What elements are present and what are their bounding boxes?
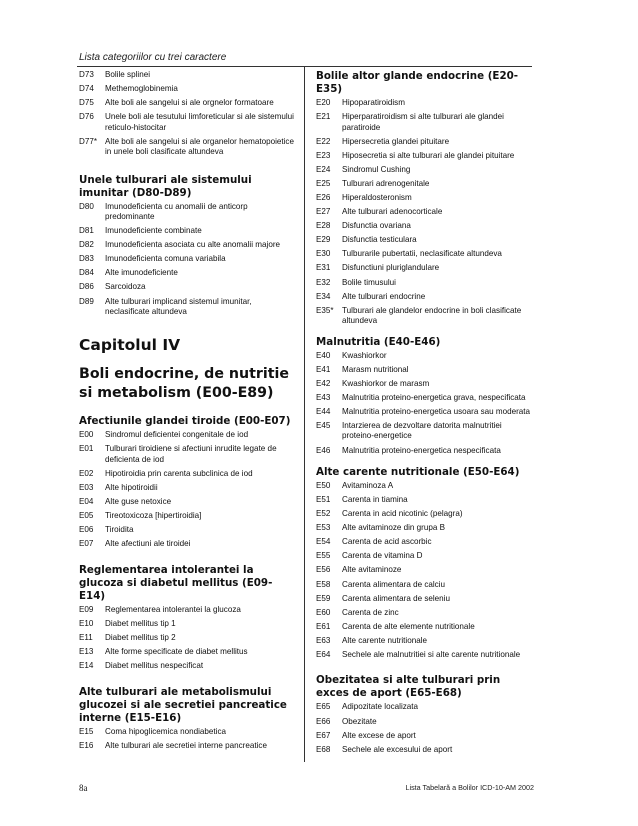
category-code: E22 bbox=[316, 136, 331, 146]
category-description: Diabet mellitus tip 2 bbox=[105, 633, 176, 643]
category-description: Sindromul deficientei congenitale de iod bbox=[105, 430, 249, 440]
category-code: E27 bbox=[316, 207, 331, 217]
category-entry bbox=[316, 365, 534, 375]
category-description: Alte tulburari adenocorticale bbox=[342, 207, 443, 217]
category-description: Hiposecretia si alte tulburari ale glandei pituitare bbox=[342, 150, 515, 160]
category-entry bbox=[316, 112, 534, 133]
category-code: E55 bbox=[316, 551, 331, 561]
category-entry bbox=[316, 608, 534, 618]
category-description: Reglementarea intolerantei la glucoza bbox=[105, 604, 241, 614]
category-entry bbox=[79, 84, 294, 94]
category-code: E10 bbox=[79, 618, 94, 628]
category-code: E50 bbox=[316, 480, 331, 490]
category-entry bbox=[316, 263, 534, 273]
category-description: Alte guse netoxice bbox=[105, 497, 172, 507]
category-code: D77* bbox=[79, 136, 97, 146]
category-code: E67 bbox=[316, 730, 331, 740]
category-entry bbox=[316, 379, 534, 389]
category-entry bbox=[79, 539, 294, 549]
category-description: Hipoparatiroidism bbox=[342, 98, 405, 107]
section-title: Alte tulburari ale metabolismului glucozei si ale secretiei pancreatice interne (E15-E16) bbox=[79, 685, 287, 724]
category-code: E05 bbox=[79, 511, 94, 521]
category-code: E04 bbox=[79, 497, 94, 507]
entry-list bbox=[316, 702, 534, 755]
category-entry bbox=[79, 430, 294, 440]
category-code: E51 bbox=[316, 495, 331, 504]
footer-title: Lista Tabelară a Bolilor ICD-10-AM 2002 bbox=[405, 783, 534, 792]
category-description: Disfunctiuni pluriglandulare bbox=[342, 263, 440, 273]
category-code: E21 bbox=[316, 112, 331, 122]
category-description: Sechele ale malnutritiei si alte carente nutritionale bbox=[342, 650, 521, 660]
category-code: E25 bbox=[316, 178, 331, 188]
category-description: Carenta de alte elemente nutritionale bbox=[342, 621, 475, 631]
category-entry bbox=[316, 292, 534, 302]
category-code: E54 bbox=[316, 537, 331, 547]
column-divider bbox=[304, 67, 305, 762]
category-entry bbox=[316, 165, 534, 175]
category-code: E23 bbox=[316, 150, 331, 160]
category-entry bbox=[316, 650, 534, 660]
category-entry bbox=[316, 235, 534, 245]
category-code: E44 bbox=[316, 406, 331, 416]
category-entry bbox=[79, 112, 294, 133]
category-code: D82 bbox=[79, 240, 94, 250]
category-entry bbox=[316, 551, 534, 561]
category-code: E64 bbox=[316, 650, 331, 660]
category-description: Alte carente nutritionale bbox=[342, 635, 428, 645]
category-entry bbox=[79, 647, 294, 657]
category-entry bbox=[316, 249, 534, 259]
category-description: Unele boli ale tesutului limforeticular si ale sistemului reticulo-histocitar bbox=[105, 112, 294, 132]
category-description: Alte boli ale sangelui si ale organelor hematopoietice in unele boli clasificate altundeva bbox=[105, 136, 294, 157]
entry-list bbox=[316, 98, 534, 327]
category-code: E13 bbox=[79, 647, 94, 657]
category-entry bbox=[316, 580, 534, 590]
category-entry bbox=[316, 207, 534, 217]
category-description: Disfunctia testiculara bbox=[342, 235, 417, 245]
category-entry bbox=[79, 282, 294, 292]
left-column bbox=[79, 70, 294, 755]
category-entry bbox=[79, 202, 294, 223]
category-code: D76 bbox=[79, 112, 94, 122]
category-entry bbox=[316, 306, 534, 327]
category-code: E46 bbox=[316, 445, 331, 455]
category-description: Malnutritia proteino-energetica grava, nespecificata bbox=[342, 392, 526, 402]
category-code: E31 bbox=[316, 263, 331, 273]
category-entry bbox=[316, 745, 534, 755]
section-title: Bolile altor glande endocrine (E20-E35) bbox=[316, 70, 519, 95]
category-code: E15 bbox=[79, 726, 94, 736]
category-description: Diabet mellitus nespecificat bbox=[105, 661, 204, 671]
category-description: Malnutritia proteino-energetica nespecificata bbox=[342, 445, 501, 455]
chapter-number: Capitolul IV bbox=[79, 336, 181, 355]
category-code: E01 bbox=[79, 444, 94, 454]
category-description: Alte tulburari implicand sistemul imunitar, neclasificate altundeva bbox=[105, 296, 252, 316]
category-description: Hipersecretia glandei pituitare bbox=[342, 136, 450, 146]
category-code: E28 bbox=[316, 221, 331, 231]
section-obesity bbox=[316, 674, 534, 755]
chapter-title: Boli endocrine, de nutritie si metabolism (E00-E89) bbox=[79, 366, 289, 402]
category-code: E24 bbox=[316, 164, 331, 174]
category-description: Alte imunodeficiente bbox=[105, 268, 178, 278]
category-code: E65 bbox=[316, 702, 331, 712]
category-entry bbox=[79, 511, 294, 521]
category-entry bbox=[79, 727, 294, 737]
category-description: Alte avitaminoze din grupa B bbox=[342, 523, 446, 533]
page-number: 8a bbox=[79, 783, 88, 793]
category-description: Alte afectiuni ale tiroidei bbox=[105, 539, 191, 549]
category-description: Kwashiorkor de marasm bbox=[342, 378, 430, 388]
category-entry bbox=[316, 731, 534, 741]
category-description: Coma hipoglicemica nondiabetica bbox=[105, 726, 227, 736]
category-description: Sechele ale excesului de aport bbox=[342, 744, 453, 754]
section-immune bbox=[79, 174, 294, 318]
category-description: Carenta alimentara de calciu bbox=[342, 579, 446, 589]
category-entry bbox=[316, 509, 534, 519]
category-code: E58 bbox=[316, 579, 331, 589]
category-description: Sindromul Cushing bbox=[342, 164, 411, 174]
category-description: Alte tulburari endocrine bbox=[342, 291, 426, 301]
category-entry bbox=[316, 98, 534, 108]
category-description: Tulburari tiroidiene si afectiuni inrudite legate de deficienta de iod bbox=[105, 444, 277, 464]
category-entry bbox=[79, 444, 294, 465]
category-code: E66 bbox=[316, 716, 331, 726]
category-code: E35* bbox=[316, 305, 334, 315]
category-code: E34 bbox=[316, 291, 331, 301]
category-code: E11 bbox=[79, 633, 93, 643]
category-entry bbox=[79, 226, 294, 236]
category-description: Tulburarile pubertatii, neclasificate altundeva bbox=[342, 249, 502, 259]
category-description: Alte tulburari ale secretiei interne pancreatice bbox=[105, 740, 267, 750]
category-description: Adipozitate localizata bbox=[342, 702, 419, 712]
category-entry bbox=[316, 421, 534, 442]
category-code: D84 bbox=[79, 268, 94, 278]
category-entry bbox=[79, 297, 294, 318]
category-entry bbox=[316, 351, 534, 361]
category-description: Sarcoidoza bbox=[105, 282, 146, 292]
category-code: E42 bbox=[316, 378, 331, 388]
category-description: Disfunctia ovariana bbox=[342, 221, 411, 231]
category-description: Diabet mellitus tip 1 bbox=[105, 618, 176, 628]
category-description: Hiperparatiroidism si alte tulburari ale glandei paratiroide bbox=[342, 112, 504, 132]
category-code: D81 bbox=[79, 226, 94, 236]
category-code: E59 bbox=[316, 593, 331, 603]
category-code: D73 bbox=[79, 70, 94, 79]
category-code: E63 bbox=[316, 635, 331, 645]
running-header: Lista categoriilor cu trei caractere bbox=[79, 52, 227, 63]
category-entry bbox=[79, 661, 294, 671]
section-endocrine bbox=[316, 70, 534, 327]
category-description: Hipotiroidia prin carenta subclinica de iod bbox=[105, 468, 253, 478]
category-code: E32 bbox=[316, 277, 331, 287]
category-entry bbox=[79, 483, 294, 493]
category-description: Alte forme specificate de diabet mellitus bbox=[105, 647, 248, 657]
category-description: Alte excese de aport bbox=[342, 730, 416, 740]
section-glucose bbox=[79, 564, 294, 672]
category-code: E03 bbox=[79, 483, 94, 493]
category-entry bbox=[316, 702, 534, 712]
category-code: E43 bbox=[316, 392, 331, 402]
category-description: Hiperaldosteronism bbox=[342, 192, 412, 202]
category-entry bbox=[79, 525, 294, 535]
category-description: Imunodeficienta comuna variabila bbox=[105, 254, 226, 264]
section-title: Alte carente nutritionale (E50-E64) bbox=[316, 465, 520, 478]
category-entry bbox=[79, 497, 294, 507]
category-code: E02 bbox=[79, 468, 94, 478]
category-entry bbox=[316, 481, 534, 491]
category-description: Tireotoxicoza [hipertiroidia] bbox=[105, 511, 202, 521]
section-title: Reglementarea intolerantei la glucoza si diabetul mellitus (E09-E14) bbox=[79, 563, 273, 602]
category-code: E29 bbox=[316, 235, 331, 245]
category-description: Marasm nutritional bbox=[342, 364, 409, 374]
category-entry bbox=[316, 594, 534, 604]
category-code: E45 bbox=[316, 421, 331, 430]
section-malnutrition bbox=[316, 336, 534, 456]
category-description: Tulburari ale glandelor endocrine in boli clasificate altundeva bbox=[342, 305, 522, 326]
category-code: E14 bbox=[79, 661, 94, 671]
category-code: E56 bbox=[316, 565, 331, 575]
category-code: E61 bbox=[316, 621, 331, 631]
category-entry bbox=[316, 523, 534, 533]
section-title: Malnutritia (E40-E46) bbox=[316, 335, 441, 348]
category-code: D74 bbox=[79, 84, 94, 94]
category-description: Methemoglobinemia bbox=[105, 84, 178, 94]
category-code: D89 bbox=[79, 296, 94, 306]
category-description: Carenta de zinc bbox=[342, 607, 399, 617]
section-title: Afectiunile glandei tiroide (E00-E07) bbox=[79, 415, 291, 428]
entry-list bbox=[79, 430, 294, 549]
right-column bbox=[316, 70, 534, 759]
category-code: E60 bbox=[316, 607, 331, 617]
category-code: D80 bbox=[79, 201, 94, 211]
category-entry bbox=[316, 221, 534, 231]
category-description: Imunodeficiente combinate bbox=[105, 226, 202, 236]
category-entry bbox=[79, 605, 294, 615]
category-entry bbox=[316, 446, 534, 456]
entry-list bbox=[316, 481, 534, 661]
category-entry bbox=[79, 469, 294, 479]
section-pancreatic bbox=[79, 686, 294, 752]
category-description: Obezitate bbox=[342, 716, 377, 726]
category-entry bbox=[79, 741, 294, 751]
entry-list bbox=[79, 727, 294, 752]
category-description: Alte hipotiroidii bbox=[105, 483, 158, 493]
category-entry bbox=[79, 98, 294, 108]
category-description: Carenta de vitamina D bbox=[342, 551, 423, 561]
category-entry bbox=[316, 278, 534, 288]
category-code: E07 bbox=[79, 539, 94, 549]
category-description: Tiroidita bbox=[105, 525, 134, 535]
category-code: E09 bbox=[79, 604, 94, 614]
category-entry bbox=[316, 537, 534, 547]
category-entry bbox=[316, 717, 534, 727]
entry-list bbox=[316, 351, 534, 456]
category-description: Malnutritia proteino-energetica usoara sau moderata bbox=[342, 406, 531, 416]
section-title: Obezitatea si alte tulburari prin exces de aport (E65-E68) bbox=[316, 674, 501, 700]
category-description: Imunodeficienta asociata cu alte anomalii majore bbox=[105, 240, 281, 250]
category-code: E40 bbox=[316, 350, 331, 360]
category-code: E41 bbox=[316, 364, 331, 374]
category-entry bbox=[79, 240, 294, 250]
category-code: D75 bbox=[79, 98, 94, 108]
category-description: Intarzierea de dezvoltare datorita malnutritiei proteino-energetice bbox=[342, 421, 502, 441]
category-description: Carenta de acid ascorbic bbox=[342, 537, 432, 547]
category-description: Carenta alimentara de seleniu bbox=[342, 593, 450, 603]
category-description: Bolile timusului bbox=[342, 277, 396, 287]
category-entry bbox=[316, 393, 534, 403]
category-code: E30 bbox=[316, 249, 331, 259]
section-deficiencies bbox=[316, 466, 534, 661]
category-entry bbox=[316, 407, 534, 417]
category-entry bbox=[79, 268, 294, 278]
category-code: E20 bbox=[316, 98, 331, 107]
category-entry bbox=[316, 193, 534, 203]
category-code: E53 bbox=[316, 523, 331, 533]
category-entry bbox=[316, 636, 534, 646]
category-entry bbox=[316, 151, 534, 161]
category-description: Kwashiorkor bbox=[342, 350, 387, 360]
category-entry bbox=[79, 254, 294, 264]
category-code: E16 bbox=[79, 740, 94, 750]
category-description: Alte avitaminoze bbox=[342, 565, 402, 575]
category-description: Imunodeficienta cu anomalii de anticorp predominante bbox=[105, 201, 248, 221]
category-description: Carenta in tiamina bbox=[342, 495, 408, 504]
category-code: E00 bbox=[79, 430, 94, 440]
category-entry bbox=[316, 179, 534, 189]
category-description: Alte boli ale sangelui si ale orgnelor formatoare bbox=[105, 98, 274, 108]
section-title: Unele tulburari ale sistemului imunitar (D80-D89) bbox=[79, 173, 252, 199]
category-entry bbox=[316, 565, 534, 575]
category-entry bbox=[79, 619, 294, 629]
category-description: Avitaminoza A bbox=[342, 480, 394, 490]
category-code: E26 bbox=[316, 192, 331, 202]
category-entry bbox=[79, 137, 294, 158]
category-entry bbox=[79, 70, 294, 80]
category-entry bbox=[79, 633, 294, 643]
category-description: Carenta in acid nicotinic (pelagra) bbox=[342, 509, 463, 519]
category-description: Tulburari adrenogenitale bbox=[342, 178, 430, 188]
category-code: E06 bbox=[79, 525, 94, 535]
entry-list bbox=[79, 202, 294, 318]
category-code: E68 bbox=[316, 744, 331, 754]
chapter-heading bbox=[79, 336, 294, 403]
category-entry bbox=[316, 622, 534, 632]
entry-list bbox=[79, 605, 294, 672]
category-entry bbox=[316, 495, 534, 505]
category-code: E52 bbox=[316, 509, 331, 519]
category-description: Bolile splinei bbox=[105, 70, 150, 79]
category-entry bbox=[316, 137, 534, 147]
entry-list bbox=[79, 70, 294, 158]
category-code: D86 bbox=[79, 282, 94, 292]
category-code: D83 bbox=[79, 254, 94, 264]
section-thyroid bbox=[79, 415, 294, 549]
